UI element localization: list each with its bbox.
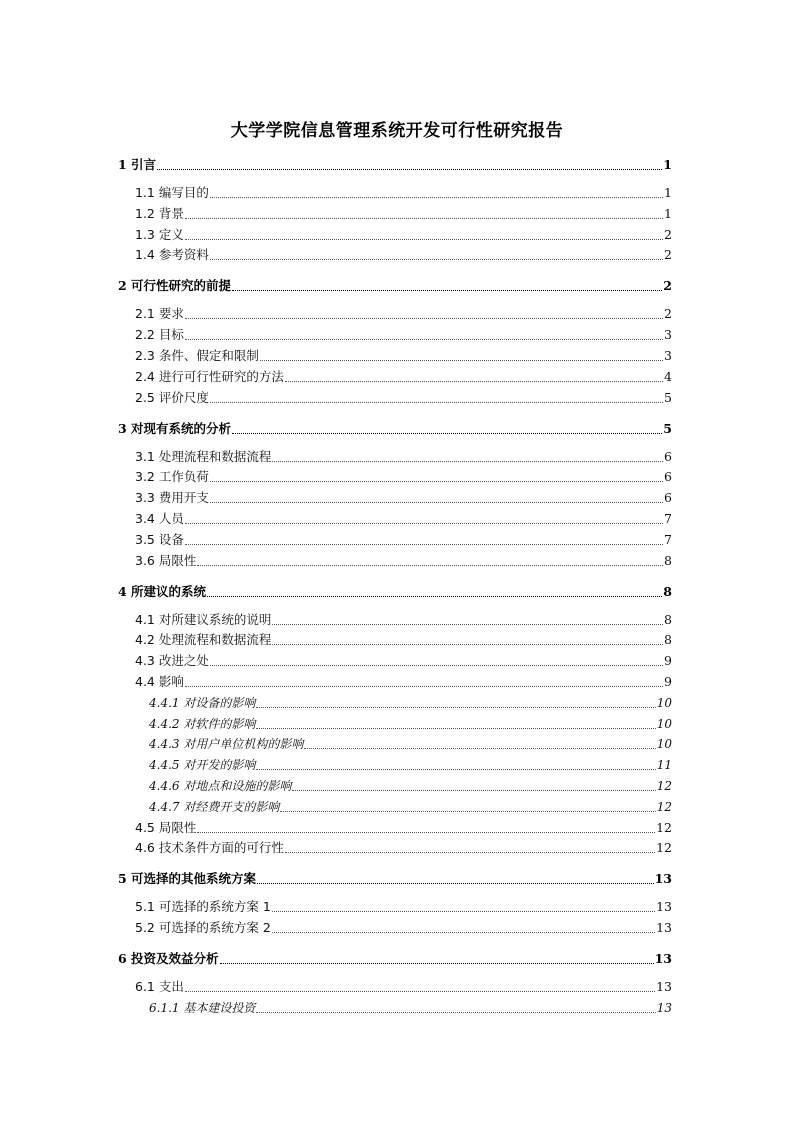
- toc-dot-leader: [185, 523, 663, 524]
- toc-section-entry[interactable]: [135, 673, 672, 691]
- toc-entry-title: 6 投资及效益分析: [118, 951, 219, 967]
- toc-entry-title: 4.3 改进之处: [135, 653, 209, 669]
- toc-page-number: 13: [656, 899, 672, 915]
- toc-dot-leader: [272, 911, 655, 912]
- toc-dot-leader: [232, 290, 662, 291]
- toc-subsection-entry[interactable]: [149, 756, 672, 774]
- toc-page-number: 12: [656, 819, 672, 835]
- toc-section-entry[interactable]: [135, 510, 672, 528]
- toc-entry-title: 1.3 定义: [135, 226, 184, 242]
- toc-chapter-entry[interactable]: [118, 950, 672, 968]
- toc-entry-title: 3.2 工作负荷: [135, 469, 209, 485]
- toc-section-entry[interactable]: [135, 389, 672, 407]
- toc-entry-title: 4.4.3 对用户单位机构的影响: [149, 737, 304, 752]
- toc-page-number: 2: [664, 306, 672, 322]
- toc-subsection-entry[interactable]: [149, 999, 672, 1017]
- toc-dot-leader: [210, 481, 663, 482]
- toc-page-number: 8: [664, 632, 672, 648]
- toc-page-number: 5: [663, 420, 672, 436]
- toc-page-number: 9: [664, 653, 672, 669]
- toc-dot-leader: [185, 686, 663, 687]
- toc-section-entry[interactable]: [135, 246, 672, 264]
- toc-dot-leader: [256, 728, 655, 729]
- toc-page-number: 10: [656, 737, 672, 752]
- toc-entry-title: 2.5 评价尺度: [135, 389, 209, 405]
- toc-chapter-entry[interactable]: [118, 156, 672, 174]
- toc-dot-leader: [285, 852, 655, 853]
- toc-entry-title: 3.6 局限性: [135, 552, 197, 568]
- toc-section-entry[interactable]: [135, 652, 672, 670]
- toc-entry-title: 4.2 处理流程和数据流程: [135, 632, 272, 648]
- toc-entry-title: 2.2 目标: [135, 327, 184, 343]
- toc-dot-leader: [210, 502, 663, 503]
- toc-entry-title: 3.5 设备: [135, 531, 184, 547]
- toc-subsection-entry[interactable]: [149, 777, 672, 795]
- toc-page-number: 12: [656, 840, 672, 856]
- toc-page-number: 1: [663, 157, 672, 172]
- toc-entry-title: 2.4 进行可行性研究的方法: [135, 368, 284, 384]
- toc-dot-leader: [220, 963, 654, 964]
- toc-entry-title: 2 可行性研究的前提: [118, 278, 232, 294]
- toc-dot-leader: [304, 748, 655, 749]
- toc-section-entry[interactable]: [135, 468, 672, 486]
- toc-entry-title: 3 对现有系统的分析: [118, 420, 232, 436]
- toc-page-number: 11: [656, 758, 672, 773]
- toc-entry-title: 5.2 可选择的系统方案 2: [135, 920, 271, 936]
- toc-dot-leader: [210, 197, 663, 198]
- toc-dot-leader: [210, 402, 663, 403]
- toc-dot-leader: [197, 565, 663, 566]
- toc-section-entry[interactable]: [135, 448, 672, 466]
- toc-page-number: 13: [656, 979, 672, 995]
- toc-dot-leader: [207, 596, 662, 597]
- toc-entry-title: 4 所建议的系统: [118, 583, 207, 599]
- toc-dot-leader: [210, 259, 663, 260]
- toc-entry-title: 4.1 对所建议系统的说明: [135, 611, 272, 627]
- toc-dot-leader: [185, 239, 663, 240]
- toc-page-number: 2: [664, 226, 672, 242]
- toc-entry-title: 2.1 要求: [135, 306, 184, 322]
- toc-page-number: 6: [664, 448, 672, 464]
- toc-dot-leader: [185, 218, 663, 219]
- toc-entry-title: 2.3 条件、假定和限制: [135, 348, 259, 363]
- toc-page-number: 13: [656, 920, 672, 936]
- toc-subsection-entry[interactable]: [149, 798, 672, 816]
- toc-page-number: 6: [664, 490, 672, 506]
- toc-dot-leader: [185, 544, 663, 545]
- toc-page-number: 12: [656, 799, 672, 814]
- toc-page-number: 13: [656, 1001, 672, 1015]
- toc-page-number: 7: [664, 531, 672, 547]
- toc-dot-leader: [157, 169, 662, 170]
- toc-section-entry[interactable]: [135, 631, 672, 649]
- toc-entry-title: 3.1 处理流程和数据流程: [135, 448, 272, 464]
- toc-page-number: 1: [664, 205, 672, 221]
- toc-section-entry[interactable]: [135, 489, 672, 507]
- toc-subsection-entry[interactable]: [149, 715, 672, 733]
- toc-dot-leader: [197, 832, 655, 833]
- toc-subsection-entry[interactable]: [149, 694, 672, 712]
- toc-section-entry[interactable]: [135, 184, 672, 202]
- toc-entry-title: 4.5 局限性: [135, 819, 197, 835]
- toc-chapter-entry[interactable]: [118, 583, 672, 601]
- toc-entry-title: 4.4.5 对开发的影响: [149, 758, 256, 773]
- toc-page-number: 8: [663, 583, 672, 599]
- toc-page-number: 5: [664, 389, 672, 405]
- toc-section-entry[interactable]: [135, 898, 672, 916]
- toc-dot-leader: [256, 769, 655, 770]
- toc-section-entry[interactable]: [135, 226, 672, 244]
- toc-section-entry[interactable]: [135, 839, 672, 857]
- toc-dot-leader: [260, 360, 663, 361]
- toc-dot-leader: [232, 433, 662, 434]
- toc-section-entry[interactable]: [135, 326, 672, 344]
- toc-section-entry[interactable]: [135, 531, 672, 549]
- toc-page-number: 9: [664, 674, 672, 689]
- toc-entry-title: 1.4 参考资料: [135, 247, 209, 263]
- toc-section-entry[interactable]: [135, 205, 672, 223]
- toc-page-number: 6: [664, 469, 672, 485]
- toc-page-number: 3: [664, 348, 672, 363]
- toc-page-number: 10: [656, 695, 672, 710]
- toc-entry-title: 6.1.1 基本建设投资: [149, 1001, 256, 1015]
- toc-section-entry[interactable]: [135, 368, 672, 386]
- toc-entry-title: 3.3 费用开支: [135, 490, 209, 506]
- toc-page-number: 7: [664, 511, 672, 526]
- toc-page-number: 13: [654, 951, 672, 967]
- toc-chapter-entry[interactable]: [118, 870, 672, 888]
- toc-page-number: 1: [664, 185, 672, 200]
- toc-dot-leader: [256, 1012, 655, 1013]
- toc-dot-leader: [272, 461, 663, 462]
- toc-entry-title: 1 引言: [118, 157, 157, 172]
- toc-dot-leader: [185, 991, 655, 992]
- document-title: 大学学院信息管理系统开发可行性研究报告: [230, 121, 564, 141]
- toc-subsection-entry[interactable]: [149, 735, 672, 753]
- toc-page-number: 13: [654, 871, 672, 887]
- toc-dot-leader: [285, 381, 663, 382]
- toc-dot-leader: [272, 624, 663, 625]
- toc-page-number: 10: [656, 716, 672, 731]
- toc-page-number: 2: [664, 247, 672, 263]
- toc-page-number: 8: [664, 552, 672, 568]
- toc-section-entry[interactable]: [135, 919, 672, 937]
- toc-dot-leader: [210, 665, 663, 666]
- toc-entry-title: 3.4 人员: [135, 511, 184, 526]
- toc-dot-leader: [292, 790, 655, 791]
- toc-section-entry[interactable]: [135, 611, 672, 629]
- toc-page-number: 8: [664, 611, 672, 627]
- toc-dot-leader: [272, 644, 663, 645]
- toc-entry-title: 4.4.2 对软件的影响: [149, 716, 256, 731]
- toc-page-number: 4: [664, 368, 672, 384]
- toc-entry-title: 4.4 影响: [135, 674, 184, 689]
- toc-section-entry[interactable]: [135, 819, 672, 837]
- toc-entry-title: 1.1 编写目的: [135, 185, 209, 200]
- toc-chapter-entry[interactable]: [118, 277, 672, 295]
- toc-entry-title: 4.4.1 对设备的影响: [149, 695, 256, 710]
- toc-entry-title: 1.2 背景: [135, 205, 184, 221]
- toc-section-entry[interactable]: [135, 305, 672, 323]
- toc-dot-leader: [257, 883, 654, 884]
- toc-entry-title: 6.1 支出: [135, 979, 184, 995]
- toc-dot-leader: [256, 707, 655, 708]
- toc-dot-leader: [280, 811, 655, 812]
- toc-chapter-entry[interactable]: [118, 420, 672, 438]
- toc-entry-title: 5.1 可选择的系统方案 1: [135, 899, 271, 915]
- toc-entry-title: 4.4.7 对经费开支的影响: [149, 799, 280, 814]
- toc-dot-leader: [272, 932, 655, 933]
- toc-entry-title: 4.6 技术条件方面的可行性: [135, 840, 284, 856]
- toc-section-entry[interactable]: [135, 978, 672, 996]
- toc-dot-leader: [185, 318, 663, 319]
- toc-section-entry[interactable]: [135, 552, 672, 570]
- toc-dot-leader: [185, 339, 663, 340]
- toc-page-number: 2: [663, 278, 672, 294]
- toc-page-number: 12: [656, 779, 672, 793]
- toc-entry-title: 4.4.6 对地点和设施的影响: [149, 779, 292, 793]
- toc-page-number: 3: [664, 327, 672, 343]
- toc-section-entry[interactable]: [135, 347, 672, 365]
- toc-entry-title: 5 可选择的其他系统方案: [118, 871, 257, 887]
